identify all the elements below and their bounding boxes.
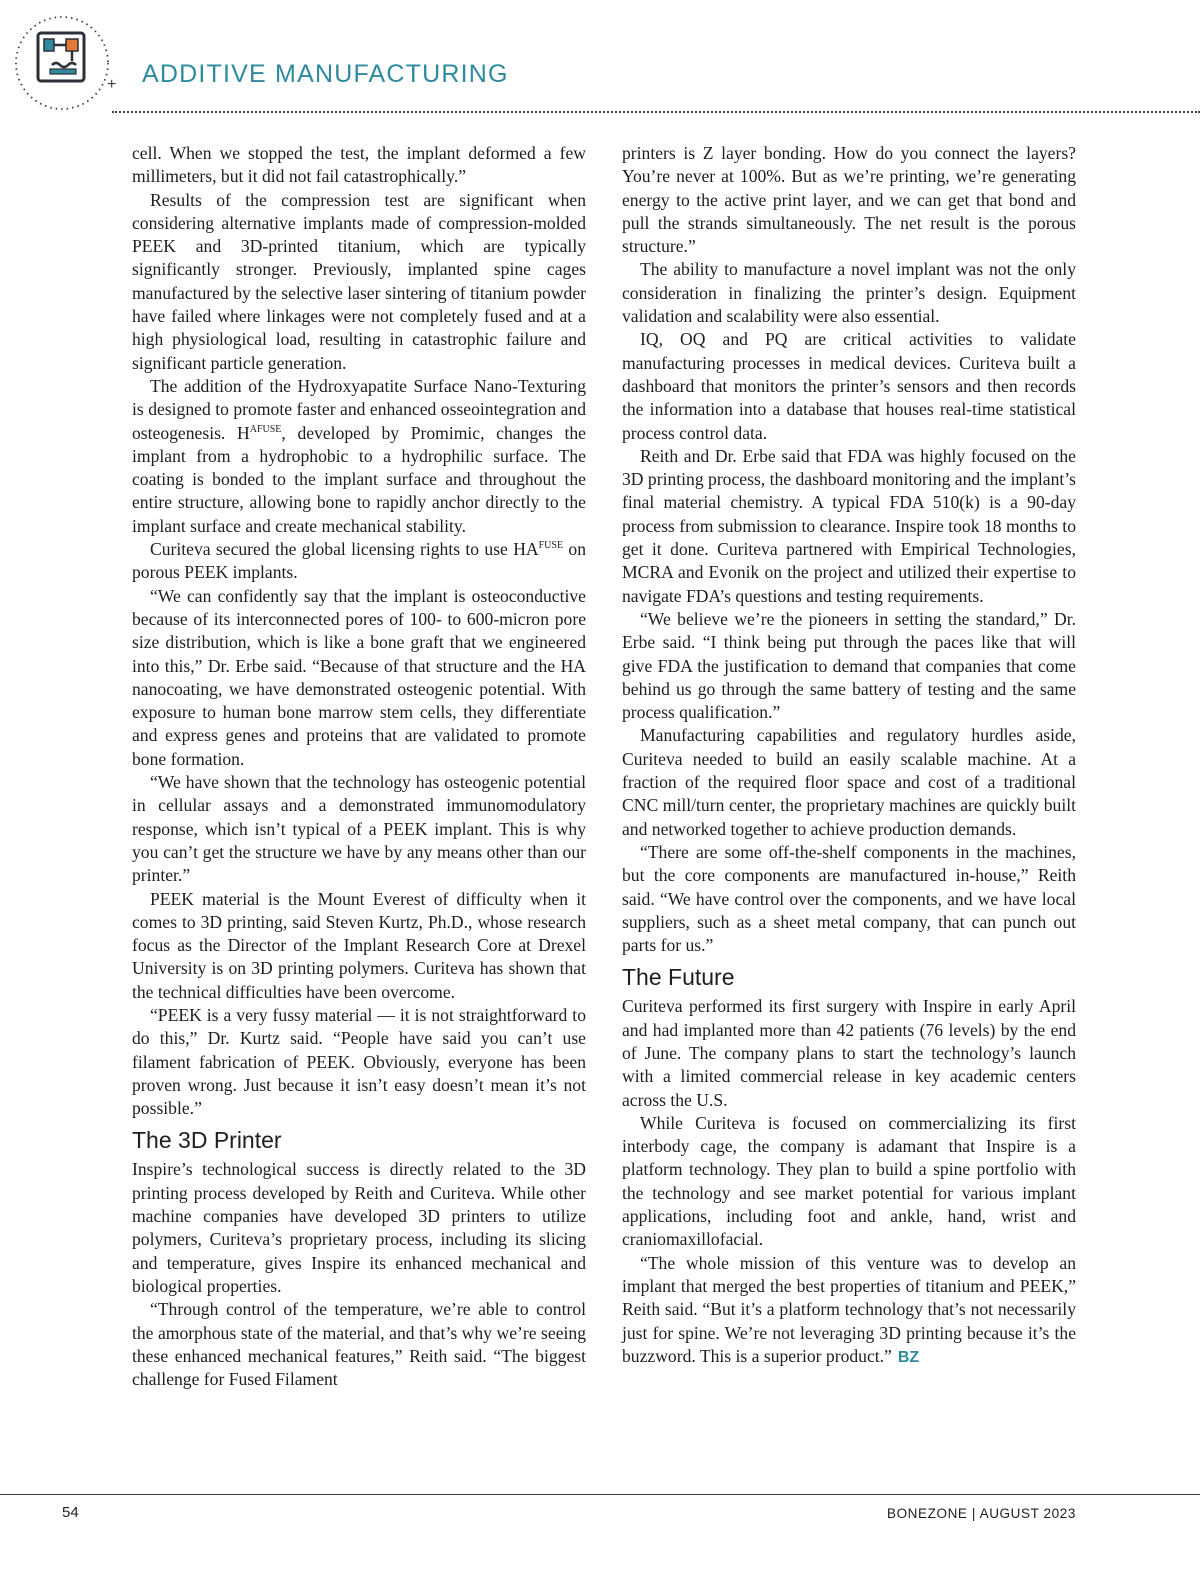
3d-printer-logo-icon xyxy=(14,13,117,113)
text-run: on porous PEEK implants. xyxy=(132,539,586,583)
paragraph: IQ, OQ and PQ are critical activities to validate manufacturing processes in medical devices. Curiteva built a dashboard that monitors the printer’s sensors and then records the information into a database that houses real-time statistical process control data. xyxy=(622,329,1076,443)
section-heading: The Future xyxy=(622,964,735,991)
paragraph: Inspire’s technological success is directly related to the 3D printing process developed by Reith and Curiteva. While other machine companies have developed 3D printers to utilize polymers, Curiteva’s proprietary process, including its slicing and temperature, gives Inspire its enhanced mechanical and biological properties. xyxy=(132,1159,586,1296)
paragraph: Results of the compression test are significant when considering alternative implants made of compression-molded PEEK and 3D-printed titanium, which are typically significantly stronger. Previously, implanted spine cages manufactured by the selective laser sintering of titanium powder have failed where linkages were not completely fused and at a high physiological load, resulting in catastrophic failure and significant particle generation. xyxy=(132,189,586,373)
paragraph: The ability to manufacture a novel implant was not the only consideration in finalizing the printer’s design. Equipment validation and scalability were also essential. xyxy=(622,259,1076,327)
paragraph: PEEK material is the Mount Everest of difficulty when it comes to 3D printing, said Steven Kurtz, Ph.D., whose research focus as the Director of the Implant Research Core at Drexel University is on 3D printing polymers. Curiteva has shown that the technical difficulties have been overcome. xyxy=(132,888,586,1002)
paragraph: Curiteva performed its first surgery with Inspire in early April and had implanted more than 42 patients (76 levels) by the end of June. The company plans to start the technology’s launch with a limited commercial release in key academic centers across the U.S. xyxy=(622,996,1076,1110)
text-run: Curiteva secured the global licensing rights to use HA xyxy=(150,539,539,560)
paragraph: “PEEK is a very fussy material — it is not straightforward to do this,” Dr. Kurtz said. “People have said you can’t use filament fabrication of PEEK. Obviously, everyone has been proven wrong. Just because it isn’t easy doesn’t mean it’s not possible.” xyxy=(132,1004,586,1119)
paragraph: cell. When we stopped the test, the implant deformed a few millimeters, but it did not fail catastrophically.” xyxy=(132,143,586,187)
text-run: The addition of the Hydroxyapatite Surface Nano-Texturing is designed to promote faster and enhanced osseointegration and osteogenesis. H xyxy=(132,375,586,443)
header-divider xyxy=(112,111,1200,113)
paragraph xyxy=(132,538,586,585)
paragraph: While Curiteva is focused on commercializing its first interbody cage, the company is adamant that Inspire is a platform technology. They plan to build a spine portfolio with the technology and see market potential for various implant applications, including foot and ankle, hand, wrist and craniomaxillofacial. xyxy=(622,1112,1076,1250)
paragraph: printers is Z layer bonding. How do you connect the layers? You’re never at 100%. But as we’re printing, we’re generating energy to the active print layer, and we can get that bond and pull the strands simultaneously. The net result is the porous structure.” xyxy=(622,143,1076,257)
superscript: FUSE xyxy=(538,540,564,552)
section-heading: The 3D Printer xyxy=(132,1127,282,1154)
text-run: “The whole mission of this venture was to develop an implant that merged the best properties of titanium and PEEK,” Reith said. “But it’s a platform technology that’s not necessarily just for spine. We’re not leveraging 3D printing because it’s the buzzword. This is a superior product.” xyxy=(622,1252,1076,1366)
left-column xyxy=(132,142,586,1391)
superscript: AFUSE xyxy=(249,423,282,435)
publication-info: BONEZONE | AUGUST 2023 xyxy=(886,1506,1076,1521)
paragraph: Manufacturing capabilities and regulatory hurdles aside, Curiteva needed to build an easily scalable machine. At a fraction of the required floor space and cost of a traditional CNC mill/turn center, the proprietary machines are quickly built and networked together to achieve production demands. xyxy=(622,725,1076,839)
paragraph: “We can confidently say that the implant is osteoconductive because of its interconnected pores of 100- to 600-micron pore size distribution, which is like a bone graft that we engineered into this,” Dr. Erbe said. “Because of that structure and the HA nanocoating, we have demonstrated osteogenic potential. With exposure to human bone marrow stem cells, they differentiate and express genes and proteins that are validated to promote bone formation. xyxy=(132,585,586,769)
paragraph: “There are some off-the-shelf components in the machines, but the core components are manufactured in-house,” Reith said. “We have control over the components, and we have local suppliers, such as a sheet metal company, that can punch out parts for us.” xyxy=(622,841,1076,956)
paragraph: “We have shown that the technology has osteogenic potential in cellular assays and a demonstrated immunomodulatory response, which isn’t typical of a PEEK implant. This is why you can’t get the structure we have by any means other than our printer.” xyxy=(132,772,586,886)
page-number: 54 xyxy=(62,1504,79,1521)
section-title: ADDITIVE MANUFACTURING xyxy=(142,60,509,88)
paragraph: “We believe we’re the pioneers in setting the standard,” Dr. Erbe said. “I think being put through the paces like that will give FDA the justification to demand that companies that come behind us go through the same battery of testing and the same process qualification.” xyxy=(622,608,1076,723)
paragraph: Reith and Dr. Erbe said that FDA was highly focused on the 3D printing process, the dashboard monitoring and the implant’s final material chemistry. A typical FDA 510(k) is a 90-day process from submission to clearance. Inspire took 18 months to get it done. Curiteva partnered with Empirical Technologies, MCRA and Evonik on the project and utilized their expertise to navigate FDA’s questions and testing requirements. xyxy=(622,445,1076,606)
end-mark: BZ xyxy=(897,1348,920,1366)
paragraph: “Through control of the temperature, we’re able to control the amorphous state of the material, and that’s why we’re seeing these enhanced mechanical features,” Reith said. “The biggest challenge for Fused Filament xyxy=(132,1299,586,1390)
paragraph xyxy=(132,375,586,538)
paragraph xyxy=(622,1252,1076,1369)
footer-divider xyxy=(0,1494,1200,1495)
plus-mark: + xyxy=(107,76,117,93)
text-run: , developed by Promimic, changes the implant from a hydrophobic to a hydrophilic surface. The coating is bonded to the implant surface and throughout the entire structure, allowing bone to rapidly anchor directly to the implant surface and create mechanical stability. xyxy=(132,422,586,536)
right-column xyxy=(622,142,1076,1369)
